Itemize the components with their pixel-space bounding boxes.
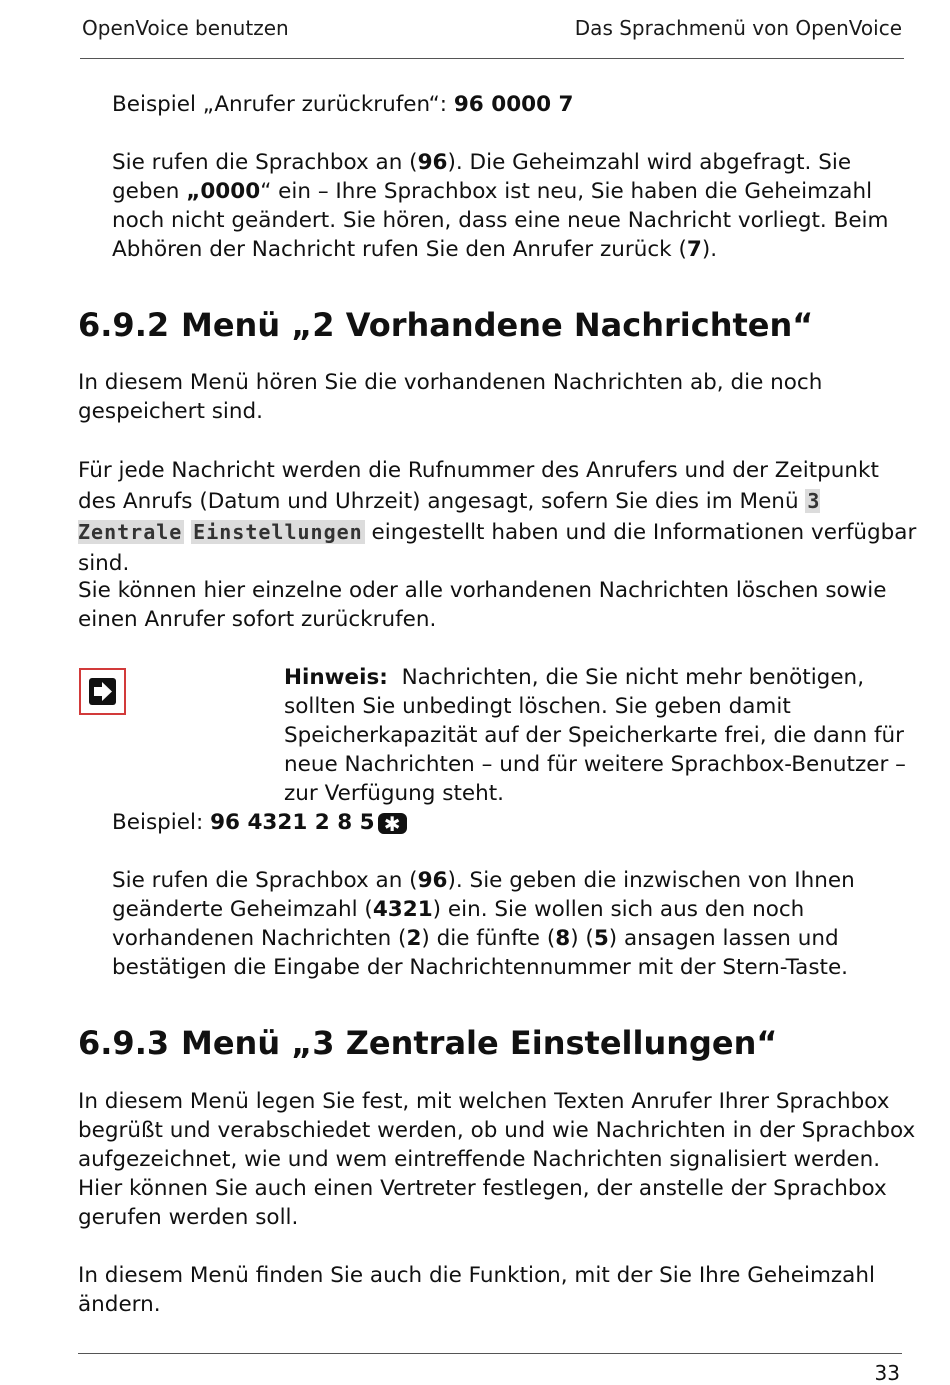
- paragraph-messages-explanation: [112, 866, 912, 982]
- arrow-right-icon: [79, 668, 126, 715]
- section-title: Menü „2 Vorhandene Nachrichten“: [181, 306, 814, 344]
- header-rule: [80, 58, 904, 59]
- text-run: ).: [701, 237, 718, 262]
- footer-rule: [78, 1353, 902, 1354]
- paragraph-menu3-pin: In diesem Menü finden Sie auch die Funktion, mit der Sie Ihre Geheimzahl ändern.: [78, 1263, 875, 1317]
- paragraph-callback-explanation: [112, 148, 912, 264]
- text-run: “ ein – Ihre Sprachbox ist neu, Sie haben die Geheimzahl noch nicht geändert. Sie hören, dass eine neue Nachricht vorliegt. Beim Abhören der Nachricht rufen Sie den Anrufer zurück (: [112, 179, 889, 262]
- text-run: ) ein. Sie wollen sich aus den noch vorhandenen Nachrichten (: [112, 897, 805, 951]
- text-run: ). Sie geben die inzwischen von Ihnen geänderte Geheimzahl (: [112, 868, 855, 922]
- section-title: Menü „3 Zentrale Einstellungen“: [181, 1024, 778, 1062]
- paragraph-menu2-announcement: [78, 455, 918, 579]
- note-label: Hinweis:: [284, 665, 388, 690]
- paragraph-menu2-delete: Sie können hier einzelne oder alle vorhandenen Nachrichten löschen sowie einen Anrufer sofort zurückrufen.: [78, 578, 887, 632]
- bold-run: „0000: [186, 179, 261, 204]
- example-label: Beispiel „Anrufer zurückrufen“:: [112, 92, 447, 117]
- example-callback: [112, 90, 912, 119]
- text-run: Sie rufen die Sprachbox an (: [112, 150, 418, 175]
- bold-run: 4321: [372, 897, 433, 922]
- menu-reference: 3 Zentrale: [78, 489, 821, 544]
- section-number: 6.9.3: [78, 1024, 170, 1062]
- text-run: ) die fünfte (: [421, 926, 556, 951]
- text-run: ) (: [570, 926, 594, 951]
- paragraph-menu2-intro: In diesem Menü hören Sie die vorhandenen Nachrichten ab, die noch gespeichert sind.: [78, 370, 823, 424]
- bold-run: 5: [593, 926, 609, 951]
- note-icon-box: [89, 678, 116, 705]
- example-code: 96 0000 7: [453, 92, 574, 117]
- text-run: Sie rufen die Sprachbox an (: [112, 868, 418, 893]
- bold-run: 96: [417, 868, 448, 893]
- text-run: eingestellt haben und die Informationen verfügbar sind.: [78, 520, 917, 576]
- arrow-right-icon-glyph: [89, 678, 116, 705]
- text-run: ) ansagen lassen und bestätigen die Eingabe der Nachrichtennummer mit der Stern-Taste.: [112, 926, 849, 980]
- bold-run: 8: [555, 926, 571, 951]
- bold-run: 96: [417, 150, 448, 175]
- section-heading-693: [78, 1024, 777, 1062]
- running-header-left: OpenVoice benutzen: [82, 16, 289, 40]
- paragraph-menu3-intro: In diesem Menü legen Sie fest, mit welchen Texten Anrufer Ihrer Sprachbox begrüßt und verabschiedet werden, ob und wie Nachrichten in der Sprachbox aufgezeichnet, wie und wem eintreffende Nachrichten signalisiert werden. Hier können Sie auch einen Vertreter festlegen, der anstelle der Sprachbox gerufen werden soll.: [78, 1089, 916, 1230]
- note-text: [284, 663, 914, 808]
- example-label: Beispiel:: [112, 810, 204, 835]
- example-messages: [112, 808, 912, 837]
- example-code: 96 4321 2 8 5: [210, 810, 375, 835]
- text-run: Für jede Nachricht werden die Rufnummer des Anrufers und der Zeitpunkt des Anrufs (Datum und Uhrzeit) angesagt, sofern Sie dies im Menü: [78, 458, 879, 514]
- note-body: Nachrichten, die Sie nicht mehr benötigen, sollten Sie unbedingt löschen. Sie geben damit Speicherkapazität auf der Speicherkarte frei, die dann für neue Nachrichten – und für weitere Sprachbox-Benutzer – zur Verfügung steht.: [284, 665, 906, 806]
- text-run: ). Die Geheimzahl wird abgefragt. Sie geben: [112, 150, 852, 204]
- bold-run: 2: [406, 926, 422, 951]
- section-number: 6.9.2: [78, 306, 170, 344]
- running-header-right: Das Sprachmenü von OpenVoice: [574, 16, 902, 40]
- bold-run: 7: [686, 237, 702, 262]
- page-number: 33: [874, 1361, 900, 1385]
- menu-reference: Einstellungen: [193, 520, 363, 544]
- section-heading-692: [78, 306, 813, 344]
- star-key-icon: ✱: [378, 813, 407, 834]
